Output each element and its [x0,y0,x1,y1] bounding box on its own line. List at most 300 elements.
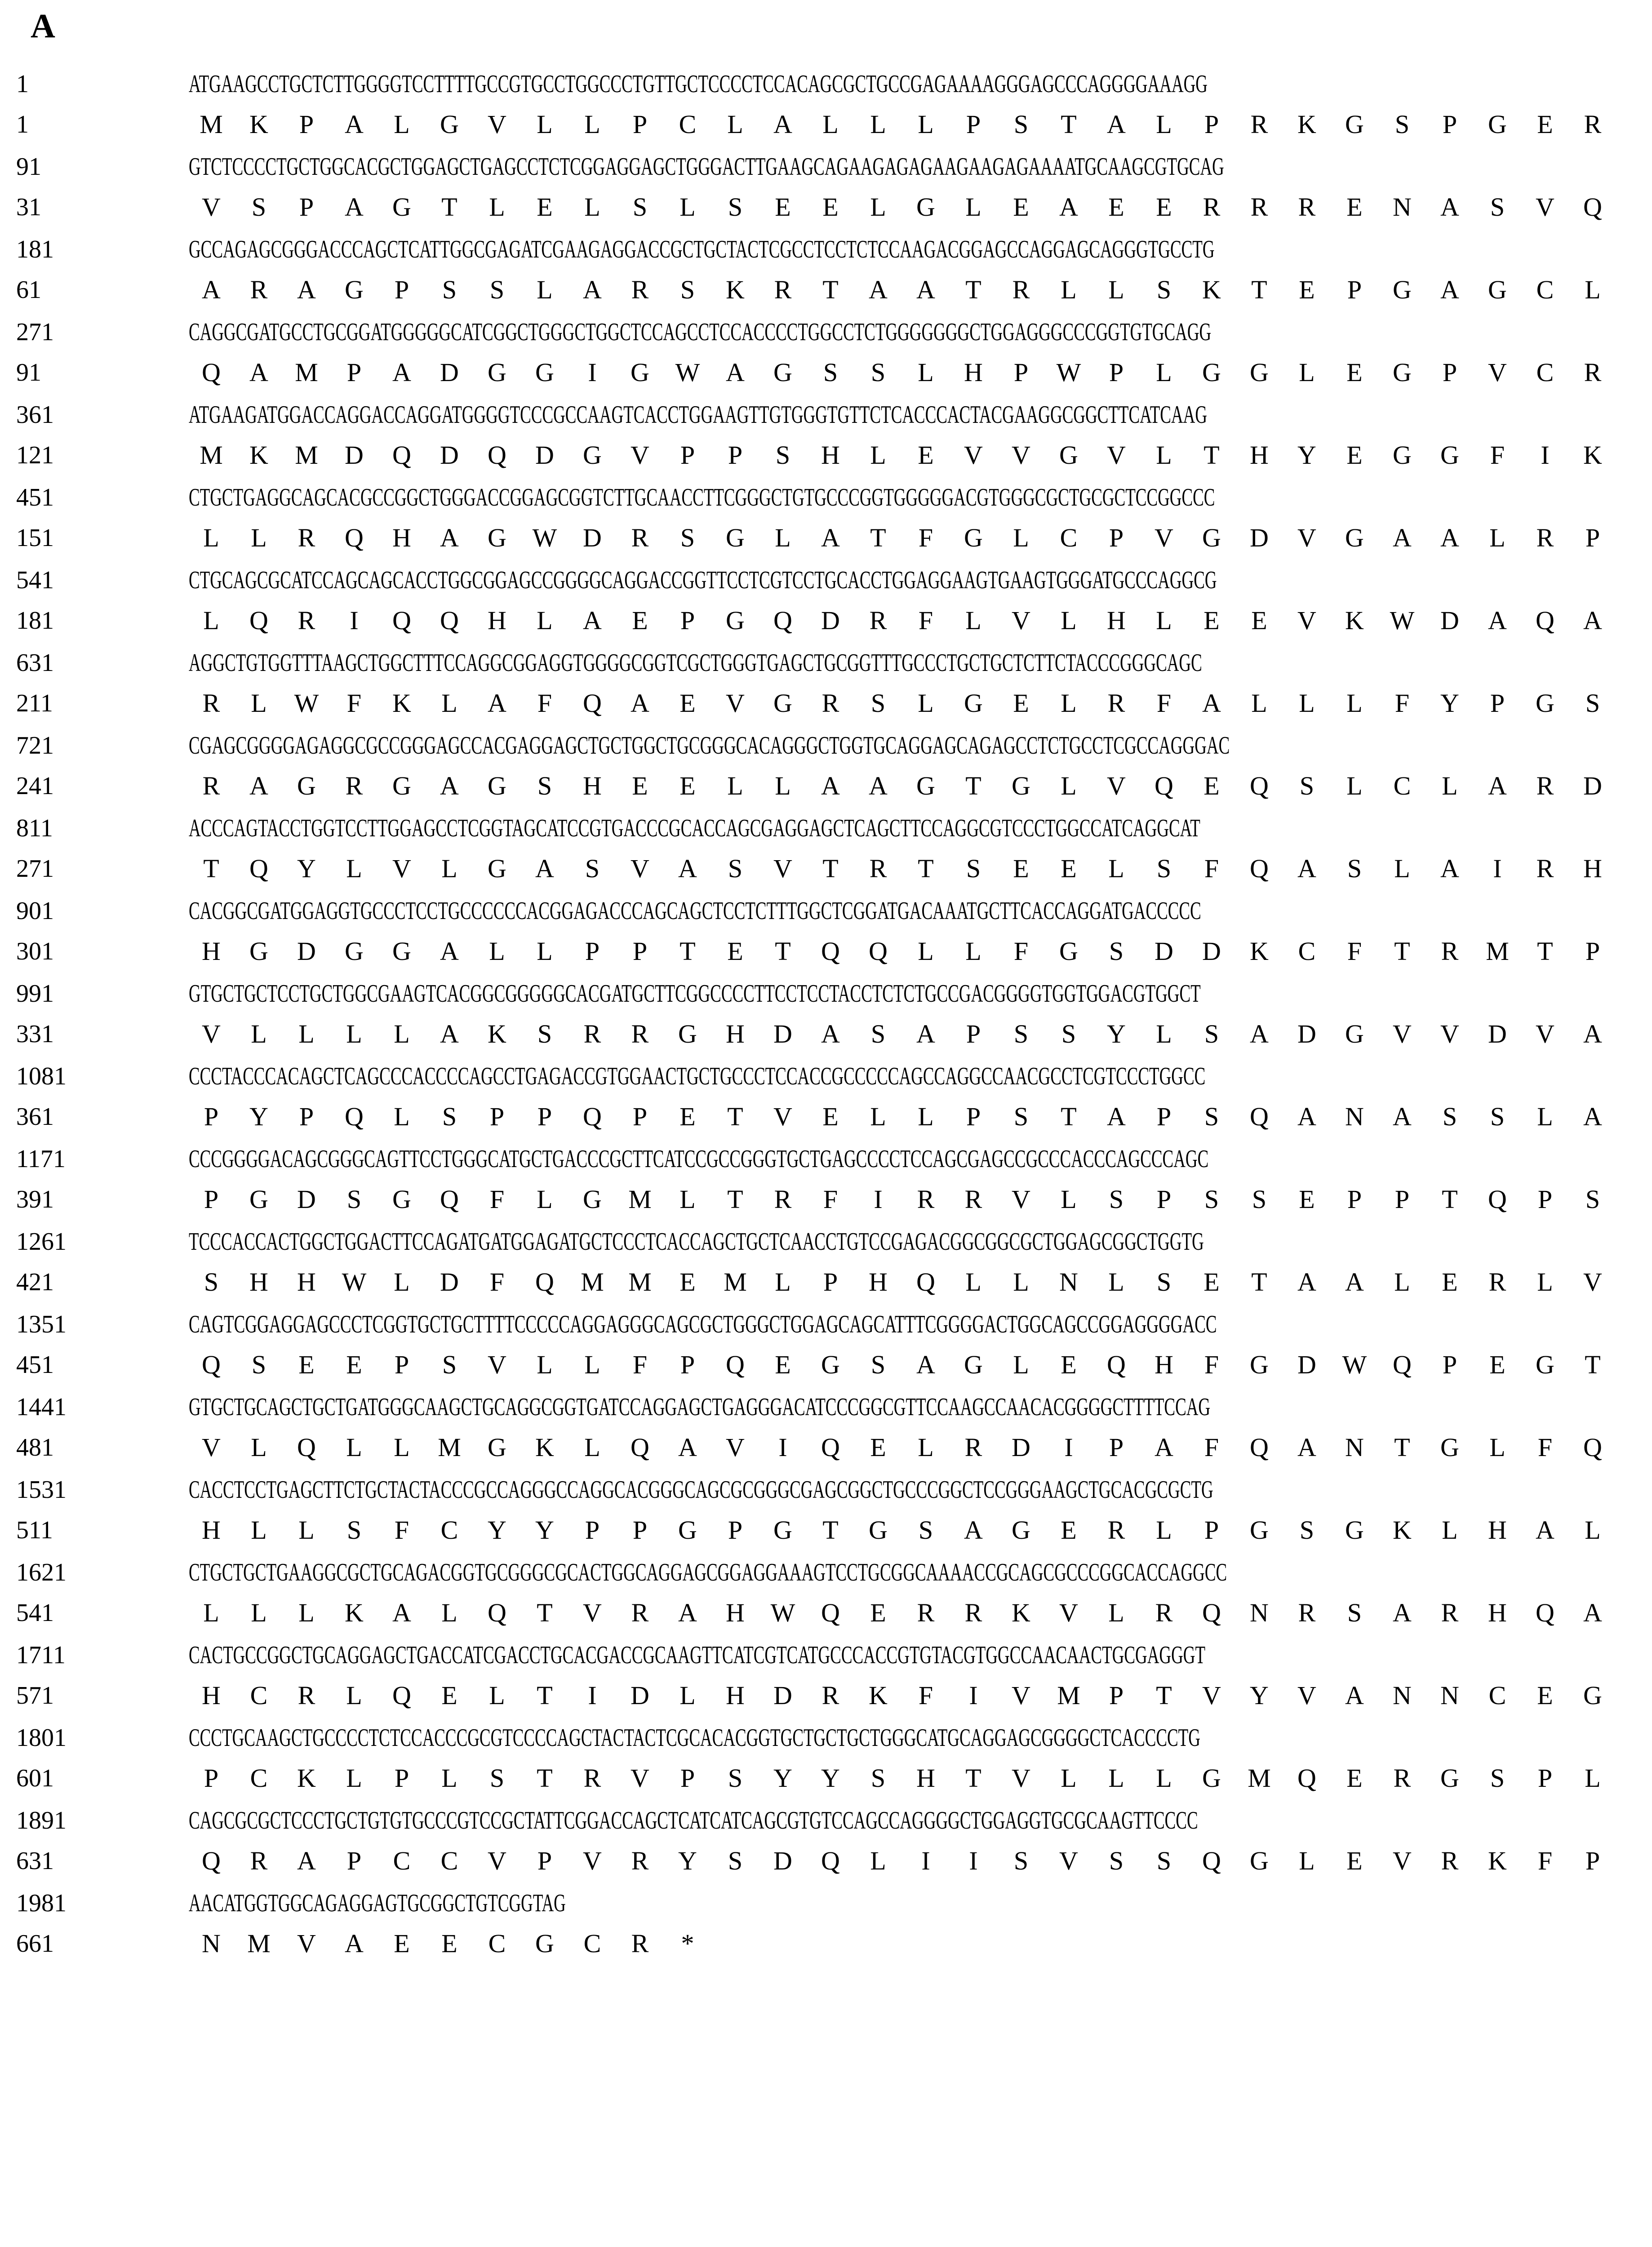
amino-acid-residue: L [1537,1102,1553,1131]
amino-acid-residue: A [440,523,459,552]
amino-acid-residue: A [821,771,840,800]
amino-acid-residue: G [1536,688,1554,718]
amino-acid-residue: L [1108,275,1124,304]
amino-acid-residue: F [1156,688,1172,718]
amino-acid-residue: L [1156,440,1172,470]
amino-acid-residue: A [726,358,745,387]
amino-acid-residue: I [778,1433,787,1462]
amino-acid-residue: S [870,688,886,718]
amino-acid-residue: P [585,1515,600,1545]
amino-acid-position: 331 [16,1020,54,1048]
amino-acid-residue: P [1156,1185,1172,1214]
amino-acid-residue: D [1155,937,1173,966]
amino-acid-residue: G [488,358,506,387]
amino-acid-residue: L [1156,606,1172,635]
amino-acid-residue: A [1107,110,1126,139]
nucleotide-position: 451 [16,484,54,511]
amino-acid-residue: A [1202,688,1221,718]
amino-acid-residue: Q [1250,1102,1269,1131]
amino-acid-residue: A [869,275,888,304]
nucleotide-row [0,808,1652,848]
amino-acid-residue: L [918,937,934,966]
amino-acid-residue: F [1537,1433,1553,1462]
amino-acid-residue: Q [440,606,459,635]
amino-acid-residue: S [1252,1185,1267,1214]
amino-acid-residue: G [964,688,983,718]
amino-acid-residue: A [392,1598,411,1627]
amino-acid-residue: L [1489,523,1505,552]
amino-acid-residue: G [392,937,411,966]
amino-acid-residue: E [1061,1350,1077,1379]
nucleotide-sequence: GCCAGAGCGGGACCCAGCTCATTGGCGAGATCGAAGAGGACCGCTGCTACTCGCCTCCTCTCCAAGACGGAGCCAGGAGCAGGGTGCCTG [189,235,1215,263]
amino-acid-residue: G [345,937,364,966]
amino-acid-residue: E [1489,1350,1505,1379]
amino-acid-residue: F [1204,1433,1219,1462]
amino-acid-residue: S [1442,1102,1457,1131]
amino-acid-residue: H [1155,1350,1173,1379]
amino-acid-residue: T [1585,1350,1601,1379]
amino-acid-residue: D [773,1681,792,1710]
nucleotide-row [0,643,1652,683]
amino-acid-residue: K [488,1019,506,1048]
amino-acid-residue: V [1012,606,1030,635]
amino-acid-residue: A [678,854,697,883]
amino-acid-residue: R [822,1681,839,1710]
amino-acid-residue: R [1441,937,1459,966]
amino-acid-residue: M [628,1185,652,1214]
amino-acid-residue: S [346,1515,362,1545]
amino-acid-residue: T [822,854,839,883]
amino-acid-residue: E [1299,1185,1315,1214]
amino-acid-residue: Y [535,1515,554,1545]
amino-acid-residue: Y [249,1102,268,1131]
nucleotide-position: 1081 [16,1062,67,1090]
amino-acid-residue: P [299,1102,314,1131]
amino-acid-row [0,187,1652,227]
amino-acid-residue: A [1250,1019,1269,1048]
amino-acid-residue: S [1204,1102,1219,1131]
amino-acid-position: 661 [16,1930,54,1958]
amino-acid-residue: P [632,1102,648,1131]
amino-acid-residue: K [1297,110,1316,139]
amino-acid-residue: M [628,1267,652,1297]
amino-acid-residue: G [1536,1350,1554,1379]
amino-acid-residue: S [918,1515,933,1545]
amino-acid-residue: L [1299,688,1315,718]
amino-acid-residue: G [1440,440,1459,470]
amino-acid-residue: G [1345,110,1364,139]
amino-acid-residue: V [297,1929,316,1958]
amino-acid-residue: N [1250,1598,1269,1627]
amino-acid-residue: T [1203,440,1220,470]
amino-acid-residue: A [1393,1102,1412,1131]
amino-acid-residue: L [346,1681,362,1710]
amino-acid-residue: W [294,688,319,718]
amino-acid-residue: E [298,1350,315,1379]
nucleotide-position: 991 [16,980,54,1008]
amino-acid-residue: L [251,1019,267,1048]
amino-acid-residue: A [249,358,268,387]
amino-acid-residue: A [1440,854,1459,883]
amino-acid-residue: L [441,1763,457,1793]
amino-acid-residue: E [1108,192,1124,222]
amino-acid-residue: L [679,1185,696,1214]
amino-acid-residue: R [964,1185,982,1214]
amino-acid-residue: E [679,1102,696,1131]
amino-acid-residue: V [1107,771,1126,800]
amino-acid-residue: G [773,358,792,387]
amino-acid-residue: A [488,688,506,718]
amino-acid-residue: Q [869,937,888,966]
amino-acid-residue: A [1536,1515,1554,1545]
amino-acid-residue: G [583,440,602,470]
amino-acid-residue: Q [1250,854,1269,883]
amino-acid-residue: K [1393,1515,1412,1545]
amino-acid-residue: Q [440,1185,459,1214]
amino-acid-residue: L [870,1102,886,1131]
amino-acid-residue: V [1297,1681,1316,1710]
amino-acid-row [0,1097,1652,1137]
amino-acid-residue: D [535,440,554,470]
amino-acid-residue: P [1442,1350,1457,1379]
amino-acid-residue: S [823,358,838,387]
nucleotide-row [0,1387,1652,1427]
amino-acid-residue: S [1156,1267,1172,1297]
amino-acid-residue: V [1297,523,1316,552]
amino-acid-residue: F [1490,440,1505,470]
amino-acid-residue: F [1204,854,1219,883]
amino-acid-residue: L [727,110,743,139]
amino-acid-residue: L [822,110,839,139]
amino-acid-residue: P [1109,523,1124,552]
amino-acid-residue: N [202,1929,221,1958]
amino-acid-residue: A [1297,1102,1316,1131]
amino-acid-residue: A [916,1019,935,1048]
amino-acid-residue: Y [773,1763,792,1793]
amino-acid-residue: V [583,1598,602,1627]
amino-acid-residue: D [440,358,459,387]
amino-acid-residue: P [823,1267,838,1297]
amino-acid-residue: N [1393,192,1412,222]
amino-acid-residue: S [204,1267,219,1297]
amino-acid-position: 301 [16,937,54,965]
amino-acid-residue: T [1251,1267,1267,1297]
amino-acid-residue: V [1059,1598,1078,1627]
nucleotide-row [0,1883,1652,1923]
amino-acid-residue: H [1583,854,1602,883]
amino-acid-residue: L [251,1433,267,1462]
amino-acid-residue: P [1537,1185,1553,1214]
amino-acid-residue: G [488,771,506,800]
amino-acid-residue: Q [202,358,221,387]
amino-acid-residue: V [488,1350,506,1379]
amino-acid-residue: E [537,192,553,222]
amino-acid-residue: I [1541,440,1550,470]
amino-acid-residue: G [773,688,792,718]
amino-acid-residue: M [200,110,223,139]
amino-acid-residue: L [537,1185,553,1214]
amino-acid-residue: H [821,440,840,470]
amino-acid-residue: G [535,1929,554,1958]
amino-acid-residue: L [870,440,886,470]
amino-acid-residue: P [1442,358,1457,387]
amino-acid-residue: V [1012,1185,1030,1214]
amino-acid-residue: T [203,854,219,883]
amino-acid-residue: P [966,1019,981,1048]
amino-acid-residue: S [442,1350,457,1379]
amino-acid-residue: S [1013,1846,1029,1875]
amino-acid-residue: K [535,1433,554,1462]
amino-acid-residue: L [1585,1515,1601,1545]
amino-acid-residue: V [773,1102,792,1131]
amino-acid-residue: Y [1250,1681,1269,1710]
nucleotide-position: 361 [16,401,54,429]
amino-acid-position: 211 [16,689,53,717]
amino-acid-position: 31 [16,193,41,221]
amino-acid-residue: E [1442,1267,1458,1297]
amino-acid-residue: E [1203,771,1220,800]
amino-acid-residue: A [678,1433,697,1462]
amino-acid-residue: L [1537,1267,1553,1297]
amino-acid-residue: L [394,1267,410,1297]
amino-acid-residue: A [1440,192,1459,222]
amino-acid-residue: Q [1488,1185,1507,1214]
nucleotide-position: 1351 [16,1310,67,1338]
amino-acid-residue: L [1251,688,1267,718]
amino-acid-residue: L [346,1433,362,1462]
amino-acid-residue: E [1013,192,1029,222]
amino-acid-residue: L [1156,110,1172,139]
amino-acid-residue: F [918,606,933,635]
amino-acid-position: 421 [16,1268,54,1296]
amino-acid-residue: T [965,771,981,800]
amino-acid-residue: T [1061,110,1077,139]
nucleotide-sequence: CGAGCGGGGAGAGGCGCCGGGAGCCACGAGGAGCTGCTGGCTGCGGGCACAGGGCTGGTGCAGGAGCAGAGCCTCTGCCTCGCCAGGGAC [189,732,1230,759]
amino-acid-residue: L [489,192,505,222]
amino-acid-residue: H [1250,440,1269,470]
amino-acid-residue: V [202,1433,221,1462]
amino-acid-residue: R [1584,110,1602,139]
amino-acid-residue: R [964,1433,982,1462]
amino-acid-residue: L [1156,1019,1172,1048]
amino-acid-residue: A [535,854,554,883]
amino-acid-position: 631 [16,1847,54,1875]
amino-acid-row [0,1593,1652,1633]
amino-acid-residue: F [489,1185,505,1214]
amino-acid-residue: S [728,854,743,883]
amino-acid-residue: P [204,1763,219,1793]
amino-acid-residue: Q [726,1350,745,1379]
amino-acid-residue: E [679,1267,696,1297]
amino-acid-row [0,766,1652,806]
amino-acid-residue: R [631,1019,649,1048]
amino-acid-residue: L [298,1598,315,1627]
amino-acid-residue: Q [1583,1433,1602,1462]
amino-acid-residue: G [1202,1763,1221,1793]
amino-acid-residue: A [440,1019,459,1048]
amino-acid-residue: C [1393,771,1411,800]
amino-acid-residue: R [298,606,315,635]
amino-acid-residue: G [1012,771,1030,800]
amino-acid-residue: T [1537,937,1553,966]
amino-acid-residue: P [394,1350,409,1379]
amino-acid-residue: K [726,275,745,304]
amino-acid-residue: P [1585,523,1600,552]
nucleotide-row [0,1139,1652,1179]
amino-acid-residue: F [346,688,362,718]
nucleotide-sequence: GTCTCCCCTGCTGGCACGCTGGAGCTGAGCCTCTCGGAGGAGCTGGGACTTGAAGCAGAAGAGAGAAGAAGAGAAAATGCAAGCGTGCAG [189,153,1224,181]
amino-acid-residue: P [1585,1846,1600,1875]
amino-acid-residue: A [345,110,364,139]
amino-acid-residue: E [679,771,696,800]
amino-acid-residue: Q [488,1598,506,1627]
amino-acid-residue: G [1059,440,1078,470]
amino-acid-residue: A [345,1929,364,1958]
amino-acid-residue: L [1442,771,1458,800]
amino-acid-residue: E [1537,1681,1553,1710]
nucleotide-row [0,1221,1652,1262]
nucleotide-sequence: AACATGGTGGCAGAGGAGTGCGGCTGTCGGTAG [189,1889,566,1917]
amino-acid-residue: A [678,1598,697,1627]
amino-acid-residue: Y [488,1515,506,1545]
amino-acid-residue: Q [1107,1350,1126,1379]
amino-acid-residue: F [394,1515,409,1545]
amino-acid-residue: K [1012,1598,1030,1627]
amino-acid-residue: E [394,1929,410,1958]
amino-acid-residue: T [822,275,839,304]
amino-acid-residue: S [1156,275,1172,304]
amino-acid-residue: W [342,1267,367,1297]
amino-acid-residue: R [1203,192,1221,222]
amino-acid-residue: G [1393,440,1412,470]
amino-acid-residue: S [537,771,552,800]
amino-acid-row [0,683,1652,724]
amino-acid-residue: S [489,275,505,304]
amino-acid-residue: V [726,1433,745,1462]
amino-acid-residue: G [1393,358,1412,387]
amino-acid-position: 601 [16,1764,54,1792]
amino-acid-residue: N [1345,1102,1364,1131]
amino-acid-residue: R [869,854,887,883]
amino-acid-residue: T [679,937,696,966]
amino-acid-residue: H [869,1267,888,1297]
nucleotide-position: 1801 [16,1724,67,1752]
amino-acid-residue: E [1346,1763,1363,1793]
amino-acid-residue: D [297,937,316,966]
amino-acid-row [0,1841,1652,1881]
amino-acid-residue: A [964,1515,983,1545]
amino-acid-residue: Q [1583,192,1602,222]
amino-acid-residue: V [202,1019,221,1048]
amino-acid-residue: L [1299,1846,1315,1875]
amino-acid-residue: D [1250,523,1269,552]
amino-acid-residue: M [581,1267,604,1297]
amino-acid-residue: L [489,937,505,966]
amino-acid-residue: A [1107,1102,1126,1131]
amino-acid-residue: C [1298,937,1316,966]
amino-acid-residue: G [1250,1350,1269,1379]
amino-acid-residue: P [680,606,695,635]
amino-acid-residue: L [1442,1515,1458,1545]
amino-acid-residue: L [965,1267,981,1297]
amino-acid-residue: H [202,1515,221,1545]
amino-acid-residue: P [1156,1102,1172,1131]
nucleotide-sequence: CCCTACCCACAGCTCAGCCCACCCCAGCCTGAGACCGTGGAACTGCTGCCCTCCACCGCCCCCAGCCAGGCCAACGCCTCGTCCCTGGCC [189,1062,1206,1090]
amino-acid-residue: L [298,1019,315,1048]
amino-acid-residue: L [251,688,267,718]
amino-acid-residue: L [1585,1763,1601,1793]
amino-acid-residue: R [1250,192,1268,222]
amino-acid-residue: Q [345,523,364,552]
amino-acid-residue: L [537,110,553,139]
amino-acid-residue: E [1203,1267,1220,1297]
amino-acid-residue: V [392,854,411,883]
amino-acid-residue: F [823,1185,838,1214]
amino-acid-residue: S [1109,1185,1124,1214]
amino-acid-residue: S [1347,1598,1362,1627]
amino-acid-residue: Q [773,606,792,635]
amino-acid-residue: V [726,688,745,718]
amino-acid-residue: E [1346,192,1363,222]
nucleotide-position: 1171 [16,1145,66,1173]
amino-acid-residue: A [1297,1267,1316,1297]
amino-acid-residue: S [1490,1763,1505,1793]
amino-acid-residue: Q [249,854,268,883]
amino-acid-residue: L [1156,358,1172,387]
amino-acid-residue: L [1489,1433,1505,1462]
amino-acid-residue: N [1059,1267,1078,1297]
amino-acid-residue: P [1109,1681,1124,1710]
amino-acid-residue: R [822,688,839,718]
amino-acid-residue: R [345,771,363,800]
amino-acid-residue: S [632,192,648,222]
amino-acid-residue: H [964,358,983,387]
amino-acid-residue: T [1442,1185,1458,1214]
amino-acid-residue: G [916,771,935,800]
amino-acid-residue: V [488,1846,506,1875]
amino-acid-residue: S [966,854,981,883]
amino-acid-residue: E [1346,440,1363,470]
amino-acid-residue: E [1537,110,1553,139]
amino-acid-residue: T [537,1763,553,1793]
amino-acid-residue: R [202,771,220,800]
amino-acid-residue: R [1441,1846,1459,1875]
amino-acid-residue: R [1393,1763,1411,1793]
nucleotide-sequence: CCCTGCAAGCTGCCCCTCTCCACCCGCGTCCCCAGCTACTACTCGCACACGGTGCTGCTGCTGGGCATGCAGGAGCGGGGCTCACCCCTG [189,1724,1200,1752]
amino-acid-residue: R [917,1185,935,1214]
amino-acid-residue: H [392,523,411,552]
amino-acid-residue: L [251,523,267,552]
amino-acid-residue: A [1393,523,1412,552]
amino-acid-residue: H [726,1598,745,1627]
amino-acid-residue: L [346,854,362,883]
nucleotide-row [0,891,1652,931]
amino-acid-residue: T [918,854,934,883]
amino-acid-residue: L [775,523,791,552]
amino-acid-residue: M [724,1267,747,1297]
amino-acid-residue: L [251,1598,267,1627]
amino-acid-residue: P [394,275,409,304]
amino-acid-position: 61 [16,276,41,304]
amino-acid-residue: Q [1202,1846,1221,1875]
amino-acid-residue: A [1583,1102,1602,1131]
amino-acid-residue: D [297,1185,316,1214]
amino-acid-residue: Q [392,1681,411,1710]
amino-acid-residue: D [1297,1350,1316,1379]
stop-codon-marker: * [681,1929,694,1958]
amino-acid-residue: M [295,440,318,470]
amino-acid-residue: P [346,1846,362,1875]
